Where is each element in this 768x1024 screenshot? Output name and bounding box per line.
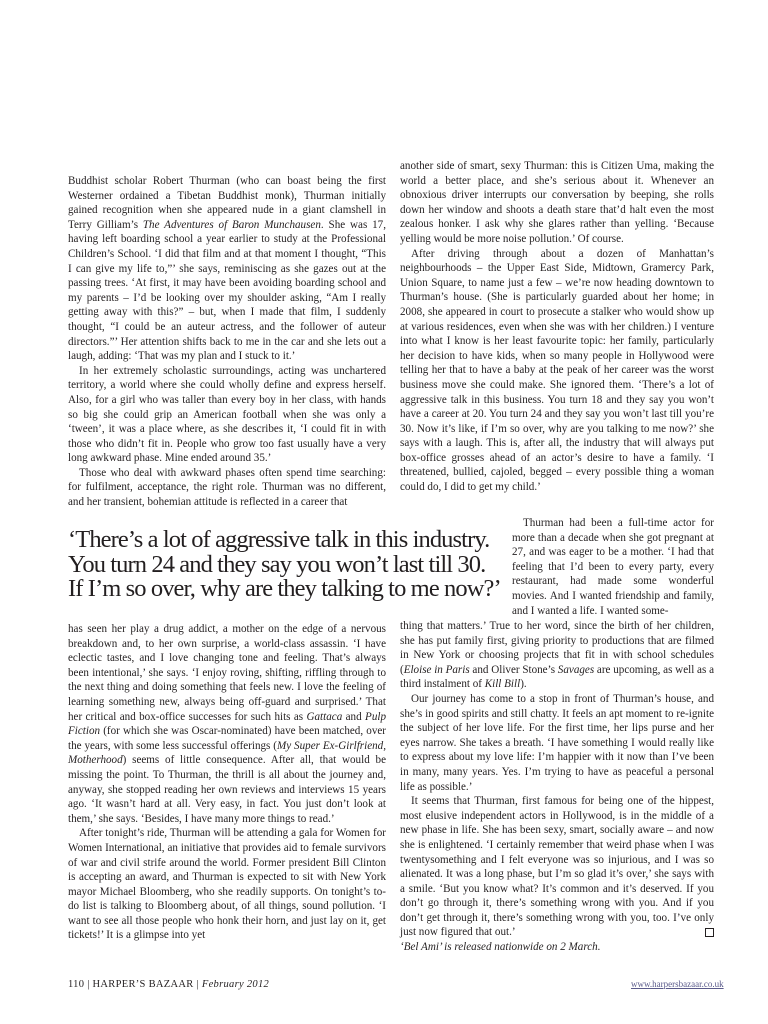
- film-title: Kill Bill: [484, 678, 521, 691]
- text-run: and Oliver Stone’s: [469, 663, 558, 676]
- film-title: Savages: [557, 663, 595, 676]
- footer-divider: |: [87, 979, 93, 990]
- text-run: It seems that Thurman, first famous for being one of the hippest, most elusive independent actors in Hollywood, is in the middle of a new phase in life. She has been sexy, smart, socially aware – and now she is enlightened. ‘I certainly remember that weird phase when I was twentysomething and I felt everyone was so injurious, and I was so alienated. It was a long phase, but I’m so glad it’s over,’ she says with a smile. ‘But you know what? It’s common and it’s deserved. If you don’t go through it, there’s something wrong with you. And if you don’t get through it, there’s something wrong with you, too. I’ve only just now figured that out.’: [400, 795, 714, 939]
- right-column-top: [400, 159, 714, 495]
- paragraph: Those who deal with awkward phases often spend time searching: for fulfilment, acceptance, the right role. Thurman was no different, and her transient, bohemian attitude is reflected in a career that: [68, 466, 386, 509]
- text-run: thing that matters.’ True to her word, since the birth of her children, she has put family first, giving priority to productions that are filmed in New York or choosing projects that fit in with school schedules (: [400, 620, 714, 676]
- paragraph: After driving through about a dozen of Manhattan’s neighbourhoods – the Upper East Side, Midtown, Gramercy Park, Union Square, to name just a few – we’re now heading downtown to Thurman’s house. (She is particularly guarded about her home; in 2008, she appeared in court to prosecute a stalker who would show up at various residences, even when she was with her children.) I venture into what I know is her least favourite topic: her family, particularly her decision to have kids, when so many people in Hollywood were telling her that to have a baby at the peak of her career was the worst business move she could make. She ignored them. ‘There’s a lot of aggressive talk in this business. You turn 18 and they say you won’t have a career at 20. You turn 24 and they say you won’t last till you’re 30. Now it’s like, if I’m so over, why are you talking to me now?’ she says with a laugh. This is, after all, the industry that will always put box-office grosses ahead of an actor’s desire to have a family. ‘I threatened, bullied, cajoled, begged – every possible thing a woman could do, I did to get my child.’: [400, 247, 714, 494]
- film-title: Gattaca: [306, 710, 343, 723]
- text-run: ).: [520, 678, 527, 691]
- issue-date: February 2012: [201, 979, 270, 990]
- text-run: (for which she was Oscar-nominated) have been matched, over the years, with some less successful offerings (: [68, 725, 386, 752]
- pull-quote: [68, 528, 508, 602]
- text-run: . She was 17, having left boarding school a year earlier to study at the Professional Children’s School. ‘I did that film and at that moment I thought, “This I can give my life to,”’ she says, reminiscing as she gazes out at the passing trees. ‘At first, it may have been avoiding boarding school and my parents – I’d be looking over my shoulder asking, “Am I really getting away with this?” – but, when I made that film, I suddenly thought, “I could be an auteur actress, and the follower of auteur directors.”’ Her attention shifts back to me in the car and she lets out a laugh, adding: ‘That was my plan and I stuck to it.’: [68, 218, 387, 363]
- paragraph: Thurman had been a full-time actor for more than a decade when she got pregnant at 27, and was eager to be a mother. ‘I had that feeling that I’d been to every party, every restaurant, had made some wonderful movies. And I wanted friendship and family, and I wanted a life. I wanted some-: [512, 517, 714, 617]
- left-column-bottom: [68, 622, 386, 943]
- paragraph: [400, 619, 714, 692]
- film-title: My Super Ex-Girlfriend, Motherhood: [68, 739, 386, 767]
- film-title: Eloise in Paris: [403, 663, 470, 676]
- page-number: 110: [68, 979, 85, 990]
- text-run: ) seems of little consequence. After all, that would be missing the point. To Thurman, the thrill is all about the journey and, anyway, she stopped reading her own reviews and interviews 15 years ago. ‘It wasn’t hard at all. Very easy, in fact. You just don’t look at them,’ she says. ‘Besides, I have many more things to read.’: [68, 754, 386, 825]
- magazine-name: HARPER’S BAZAAR: [92, 979, 194, 990]
- pull-quote-line: ‘There’s a lot of aggressive talk in this industry.: [68, 526, 490, 553]
- paragraph: [68, 174, 386, 364]
- left-column-top: [68, 174, 386, 510]
- right-column-bottom: [400, 619, 714, 955]
- paragraph: another side of smart, sexy Thurman: this is Citizen Uma, making the world a better place, and she’s serious about it. Whenever an obnoxious driver interrupts our conversation by beeping, she rolls down her window and shoots a death stare that’d halt even the most zealous honker. I ask why she glares rather than yelling. ‘Because yelling would be more noise pollution.’ Of course.: [400, 160, 714, 245]
- film-title: Pulp Fiction: [68, 710, 386, 738]
- text-run: has seen her play a drug addict, a mother on the edge of a nervous breakdown and, to her own surprise, a world-class assassin. ‘I have eclectic tastes, and I love changing tone and feeling. That’s always been intentional,’ she says. ‘I enjoy roving, shifting, riffling through to the next thing and doing something that feels new. I love the feeling of learning something new, always being off-guard and surprised.’ That her critical and box-office successes for such hits as: [68, 623, 386, 723]
- right-column-middle: [512, 516, 714, 618]
- text-run: Buddhist scholar Robert Thurman (who can boast being the first Westerner ordained a Tibetan Buddhist monk), Thurman initially gained recognition when she appeared nude in a giant clamshell in Terry Gilliam’s: [68, 175, 386, 231]
- page-footer: [68, 979, 269, 990]
- paragraph: Our journey has come to a stop in front of Thurman’s house, and she’s in good spirits and still chatty. It feels an apt moment to re-ignite the subject of her love life. For the first time, her lips purse and her eyes narrow. She takes a breath. ‘I have something I would really like to express about my love life: I’m happier with it now than I’ve been in many, many years. Yes. I’m trying to have as peaceful a personal life as possible.’: [400, 692, 714, 793]
- film-title: The Adventures of Baron Munchausen: [142, 218, 321, 231]
- pull-quote-line: You turn 24 and they say you won’t last till 30.: [68, 550, 486, 578]
- paragraph: In her extremely scholastic surroundings, acting was unchartered territory, a world where she could wholly define and express herself. Also, for a girl who was taller than every boy in her class, with hands so big she could grip an American football when she was only a ‘tween’, it was a place where, as she describes it, ‘I could fit in with those who didn’t fit in. People who grow too fast usually have a very long awkward phase. Mine ended around 35.’: [68, 364, 386, 465]
- text-run: and: [342, 710, 366, 723]
- paragraph: [400, 794, 714, 940]
- footer-divider: |: [196, 979, 202, 990]
- paragraph: [68, 622, 386, 826]
- paragraph: After tonight’s ride, Thurman will be attending a gala for Women for Women International, an initiative that provides aid to female survivors of war and civil strife around the world. Former president Bill Clinton is accepting an award, and Thurman is expected to sit with New York mayor Michael Bloomberg, who she readily supports. On tonight’s to-do list is talking to Bloomberg about, of all things, sound pollution. ‘I want to see all those people who honk their horn, and just lay on it, get tickets!’ It is a glimpse into yet: [68, 827, 386, 942]
- website-link[interactable]: www.harpersbazaar.co.uk: [631, 979, 724, 989]
- release-credit: ‘Bel Ami’ is released nationwide on 2 March.: [400, 941, 601, 954]
- text-run: are upcoming, as well as a third instalment of: [400, 663, 714, 691]
- end-of-article-square-icon: [705, 928, 714, 937]
- pull-quote-line: If I’m so over, why are they talking to me now?’: [68, 575, 501, 602]
